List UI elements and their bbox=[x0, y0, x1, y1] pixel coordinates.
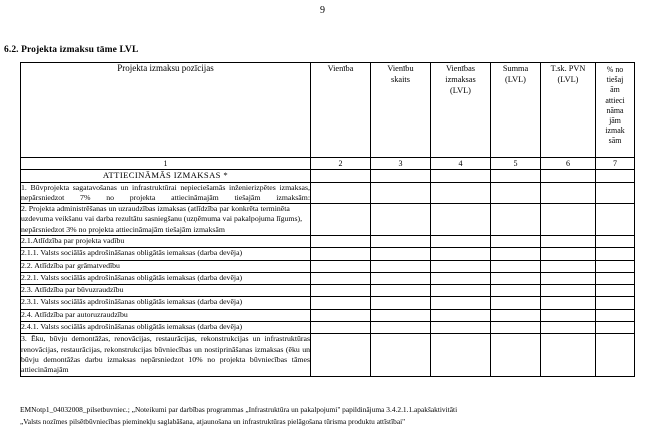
cell-sum[interactable] bbox=[491, 182, 541, 204]
table-row bbox=[21, 334, 635, 376]
cell-unit[interactable] bbox=[311, 170, 371, 183]
cell-unit[interactable] bbox=[311, 260, 371, 272]
cell-vat[interactable] bbox=[541, 272, 596, 284]
table-row bbox=[21, 260, 635, 272]
cell-unit-count[interactable] bbox=[371, 170, 431, 183]
column-number-row bbox=[21, 158, 635, 170]
column-number-2: 2 bbox=[311, 158, 371, 170]
header-unit-count-line-2: skaits bbox=[391, 75, 410, 84]
header-percent-line-2: tiešaj bbox=[606, 75, 624, 85]
header-unit-costs-line-1: Vienības bbox=[446, 64, 475, 73]
footnotes bbox=[20, 404, 634, 427]
cell-unit-count[interactable] bbox=[371, 309, 431, 321]
cell-vat[interactable] bbox=[541, 235, 596, 247]
cell-unit-count[interactable] bbox=[371, 272, 431, 284]
cell-unit-costs[interactable] bbox=[431, 309, 491, 321]
header-percent-line-3: ām bbox=[610, 85, 620, 95]
cell-unit[interactable] bbox=[311, 248, 371, 260]
cell-unit[interactable] bbox=[311, 322, 371, 334]
cell-unit-count[interactable] bbox=[371, 285, 431, 297]
table-row-banner bbox=[21, 170, 635, 183]
cell-percent[interactable] bbox=[596, 248, 635, 260]
cell-percent[interactable] bbox=[596, 285, 635, 297]
header-sum bbox=[491, 63, 541, 158]
column-number-6: 6 bbox=[541, 158, 596, 170]
table-row bbox=[21, 322, 635, 334]
cell-unit-count[interactable] bbox=[371, 248, 431, 260]
cell-percent[interactable] bbox=[596, 204, 635, 236]
cell-unit-costs[interactable] bbox=[431, 334, 491, 376]
cell-unit-costs[interactable] bbox=[431, 297, 491, 309]
footnote-line-2: „Valsts nozīmes pilsētbūvniecības pieminekļu saglabāšana, atjaunošana un infrastruktūras pielāgošana tūrisma produktu attīstībai" bbox=[20, 416, 406, 426]
column-number-1: 1 bbox=[21, 158, 311, 170]
cell-unit-costs[interactable] bbox=[431, 204, 491, 236]
cell-unit-count[interactable] bbox=[371, 322, 431, 334]
cell-vat[interactable] bbox=[541, 170, 596, 183]
row-label-2-1: 2.1.Atlīdzība par projekta vadību bbox=[21, 235, 311, 247]
cell-vat[interactable] bbox=[541, 260, 596, 272]
table-row bbox=[21, 285, 635, 297]
cell-unit[interactable] bbox=[311, 182, 371, 204]
cell-sum[interactable] bbox=[491, 322, 541, 334]
cell-unit-costs[interactable] bbox=[431, 322, 491, 334]
cell-percent[interactable] bbox=[596, 170, 635, 183]
row-label-3: 3. Ēku, būvju demontāžas, renovācijas, restaurācijas, rekonstrukcijas un infrastruktūras renovācijas, restaurācijas, rekonstrukcijas būvniecības un nostiprināšanas izmaksas (ēku un būvju demontāžas darbu izmaksas nepārsniedzot 10% no projekta būvniecības tāmes attiecināmajām bbox=[21, 334, 310, 375]
cell-unit[interactable] bbox=[311, 297, 371, 309]
section-title: 6.2. Projekta izmaksu tāme LVL bbox=[4, 45, 139, 55]
cell-vat[interactable] bbox=[541, 204, 596, 236]
cell-vat[interactable] bbox=[541, 322, 596, 334]
row-label-2-2-1: 2.2.1. Valsts sociālās apdrošināšanas obligātās iemaksas (darba devēja) bbox=[21, 272, 311, 284]
cell-vat[interactable] bbox=[541, 309, 596, 321]
cell-unit[interactable] bbox=[311, 235, 371, 247]
cell-sum[interactable] bbox=[491, 248, 541, 260]
cell-unit-costs[interactable] bbox=[431, 260, 491, 272]
header-vat bbox=[541, 63, 596, 158]
header-percent-line-1: % no bbox=[606, 65, 624, 74]
header-unit-line-1: Vienība bbox=[327, 64, 354, 73]
row-label-2-2: 2.2. Atlīdzība par grāmatvedību bbox=[21, 260, 311, 272]
cell-percent[interactable] bbox=[596, 309, 635, 321]
project-cost-estimate-table bbox=[20, 62, 635, 377]
cell-unit-count[interactable] bbox=[371, 260, 431, 272]
cell-vat[interactable] bbox=[541, 297, 596, 309]
header-percent-line-7: izmak bbox=[605, 126, 625, 136]
table-row bbox=[21, 309, 635, 321]
cell-percent[interactable] bbox=[596, 260, 635, 272]
table-row bbox=[21, 297, 635, 309]
cell-unit-costs[interactable] bbox=[431, 285, 491, 297]
cell-unit-count[interactable] bbox=[371, 235, 431, 247]
header-cost-positions: Projekta izmaksu pozīcijas bbox=[21, 63, 311, 158]
column-number-7: 7 bbox=[596, 158, 635, 170]
row-label-2-3: 2.3. Atlīdzība par būvuzraudzību bbox=[21, 285, 311, 297]
cell-percent[interactable] bbox=[596, 322, 635, 334]
cell-unit-costs[interactable] bbox=[431, 170, 491, 183]
column-number-4: 4 bbox=[431, 158, 491, 170]
table-header-row bbox=[21, 63, 635, 158]
table-row bbox=[21, 248, 635, 260]
header-unit-costs-line-2: izmaksas bbox=[445, 75, 476, 84]
page-number: 9 bbox=[320, 5, 325, 16]
cell-sum[interactable] bbox=[491, 170, 541, 183]
table-row bbox=[21, 204, 635, 236]
row-label-2-4-1: 2.4.1. Valsts sociālās apdrošināšanas obligātās iemaksas (darba devēja) bbox=[21, 322, 311, 334]
cell-vat[interactable] bbox=[541, 248, 596, 260]
cell-sum[interactable] bbox=[491, 309, 541, 321]
cell-unit[interactable] bbox=[311, 204, 371, 236]
cell-unit-count[interactable] bbox=[371, 334, 431, 376]
table-row bbox=[21, 235, 635, 247]
header-percent-line-5: nāma bbox=[606, 105, 624, 115]
header-percent-line-4: attieci bbox=[605, 95, 625, 105]
cell-unit-costs[interactable] bbox=[431, 235, 491, 247]
row-label-2: 2. Projekta administrēšanas un uzraudzības izmaksas (atlīdzība par konkrēta terminēta uzdevuma veikšanu vai darba rezultātu sasniegšanu (uzņēmuma vai pakalpojuma līgums), nepārsniedzot 3% no projekta attiecināmajām tiešajām izmaksām bbox=[21, 204, 311, 236]
row-label-1: 1. Būvprojekta sagatavošanas un infrastruktūrai nepieciešamās inženierizpētes izmaksas, nepārsniedzot 7% no projekta attiecināmajām tiešajām izmaksām: bbox=[21, 182, 310, 202]
cell-sum[interactable] bbox=[491, 297, 541, 309]
eligible-costs-banner: ATTIECINĀMĀS IZMAKSAS * bbox=[21, 170, 311, 183]
table-row bbox=[21, 182, 635, 204]
cell-unit[interactable] bbox=[311, 285, 371, 297]
cell-sum[interactable] bbox=[491, 235, 541, 247]
column-number-3: 3 bbox=[371, 158, 431, 170]
cell-unit-count[interactable] bbox=[371, 297, 431, 309]
header-percent-line-8: sām bbox=[608, 136, 622, 146]
footnote-line-1: EMNotp1_04032008_pilsetbuvniec.; „Noteikumi par darbības programmas „Infrastruktūra un pakalpojumi" papildinājuma 3.4.2.1.1.apakšaktivitāti bbox=[20, 405, 458, 414]
cell-sum[interactable] bbox=[491, 204, 541, 236]
header-unit-count-line-1: Vienību bbox=[387, 64, 414, 73]
column-number-5: 5 bbox=[491, 158, 541, 170]
header-sum-line-2: (LVL) bbox=[505, 75, 526, 84]
cell-sum[interactable] bbox=[491, 285, 541, 297]
cell-unit-count[interactable] bbox=[371, 182, 431, 204]
row-label-2-1-1: 2.1.1. Valsts sociālās apdrošināšanas obligātās iemaksas (darba devēja) bbox=[21, 248, 311, 260]
cell-percent[interactable] bbox=[596, 272, 635, 284]
cell-percent[interactable] bbox=[596, 235, 635, 247]
cell-unit-costs[interactable] bbox=[431, 248, 491, 260]
cell-vat[interactable] bbox=[541, 334, 596, 376]
cell-unit[interactable] bbox=[311, 309, 371, 321]
cell-vat[interactable] bbox=[541, 182, 596, 204]
cell-unit-costs[interactable] bbox=[431, 182, 491, 204]
cell-unit-count[interactable] bbox=[371, 204, 431, 236]
cell-sum[interactable] bbox=[491, 260, 541, 272]
header-vat-line-2: (LVL) bbox=[557, 75, 579, 84]
cell-sum[interactable] bbox=[491, 272, 541, 284]
cell-vat[interactable] bbox=[541, 285, 596, 297]
row-label-2-4: 2.4. Atlīdzība par autoruzraudzību bbox=[21, 309, 311, 321]
cell-sum[interactable] bbox=[491, 334, 541, 376]
cell-unit[interactable] bbox=[311, 272, 371, 284]
cell-percent[interactable] bbox=[596, 334, 635, 376]
cell-percent[interactable] bbox=[596, 182, 635, 204]
cell-percent[interactable] bbox=[596, 297, 635, 309]
header-percent-of-direct-eligible-costs bbox=[596, 63, 635, 158]
cell-unit-costs[interactable] bbox=[431, 272, 491, 284]
row-label-2-3-1: 2.3.1. Valsts sociālās apdrošināšanas obligātās iemaksas (darba devēja) bbox=[21, 297, 311, 309]
header-sum-line-1: Summa bbox=[502, 64, 529, 73]
header-unit bbox=[311, 63, 371, 158]
header-unit-costs-line-3: (LVL) bbox=[450, 86, 471, 95]
header-vat-line-1: T.sk. PVN bbox=[550, 64, 586, 73]
header-percent-line-6: jām bbox=[609, 116, 621, 126]
cell-unit[interactable] bbox=[311, 334, 371, 376]
table-row bbox=[21, 272, 635, 284]
header-unit-costs bbox=[431, 63, 491, 158]
header-unit-count bbox=[371, 63, 431, 158]
